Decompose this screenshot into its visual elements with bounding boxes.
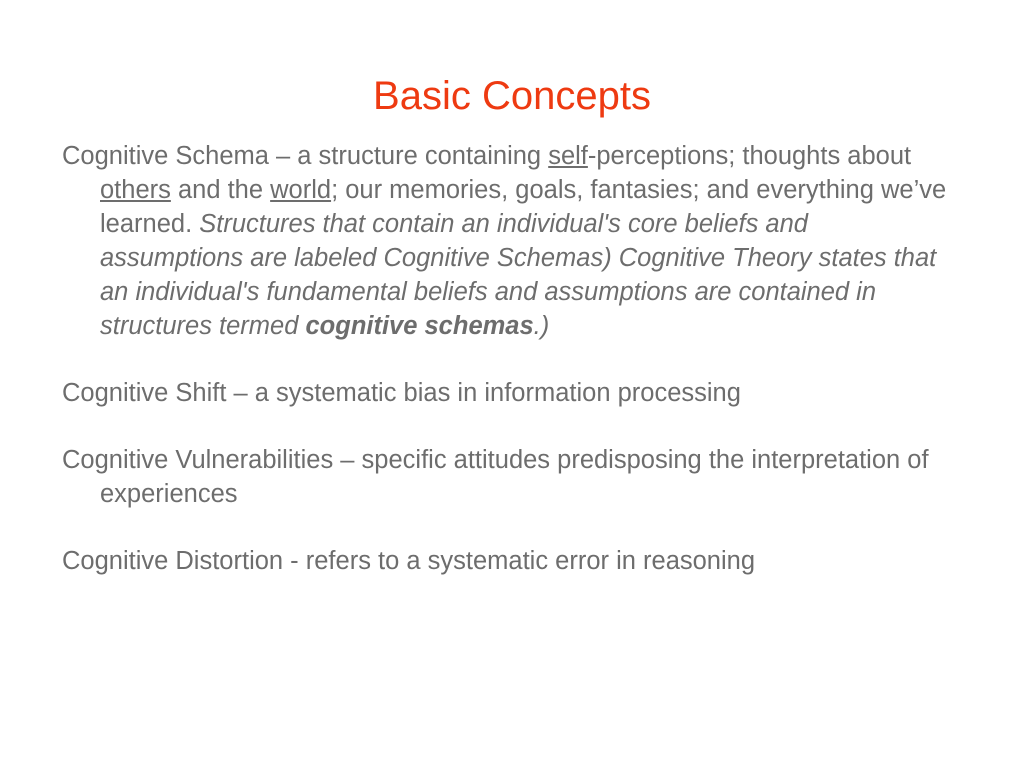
paragraph-cognitive-distortion: [62, 544, 952, 578]
italic-text: Structures that contain an individual's core beliefs and assumptions are labeled Cognitive Schemas) Cognitive Theory states that an individual's fundamental beliefs and assumptions are contained in structures termed: [100, 210, 937, 340]
underlined-text-self: self: [548, 142, 588, 170]
text-segment: Cognitive Shift – a systematic bias in information processing: [62, 379, 741, 407]
italic-text: .): [533, 312, 550, 340]
underlined-text-others: others: [100, 176, 171, 204]
underlined-text-world: world: [270, 176, 332, 204]
slide-title: Basic Concepts: [373, 74, 651, 118]
text-segment: -perceptions; thoughts about: [587, 142, 912, 170]
paragraph-cognitive-schema: [62, 139, 952, 343]
slide-body: [62, 139, 952, 578]
paragraph-cognitive-shift: [62, 376, 952, 410]
text-segment: Cognitive Distortion - refers to a systematic error in reasoning: [62, 547, 756, 575]
text-segment: and the: [170, 176, 271, 204]
text-segment: ; our memories, goals, fantasies; and everything we’ve learned.: [100, 176, 947, 238]
bold-italic-text-cognitive-schemas: cognitive schemas: [305, 312, 534, 340]
paragraph-cognitive-vulnerabilities: [62, 443, 952, 511]
text-segment: Cognitive Vulnerabilities – specific attitudes predisposing the interpretation of experiences: [62, 446, 929, 508]
text-segment: Cognitive Schema – a structure containing: [62, 142, 549, 170]
